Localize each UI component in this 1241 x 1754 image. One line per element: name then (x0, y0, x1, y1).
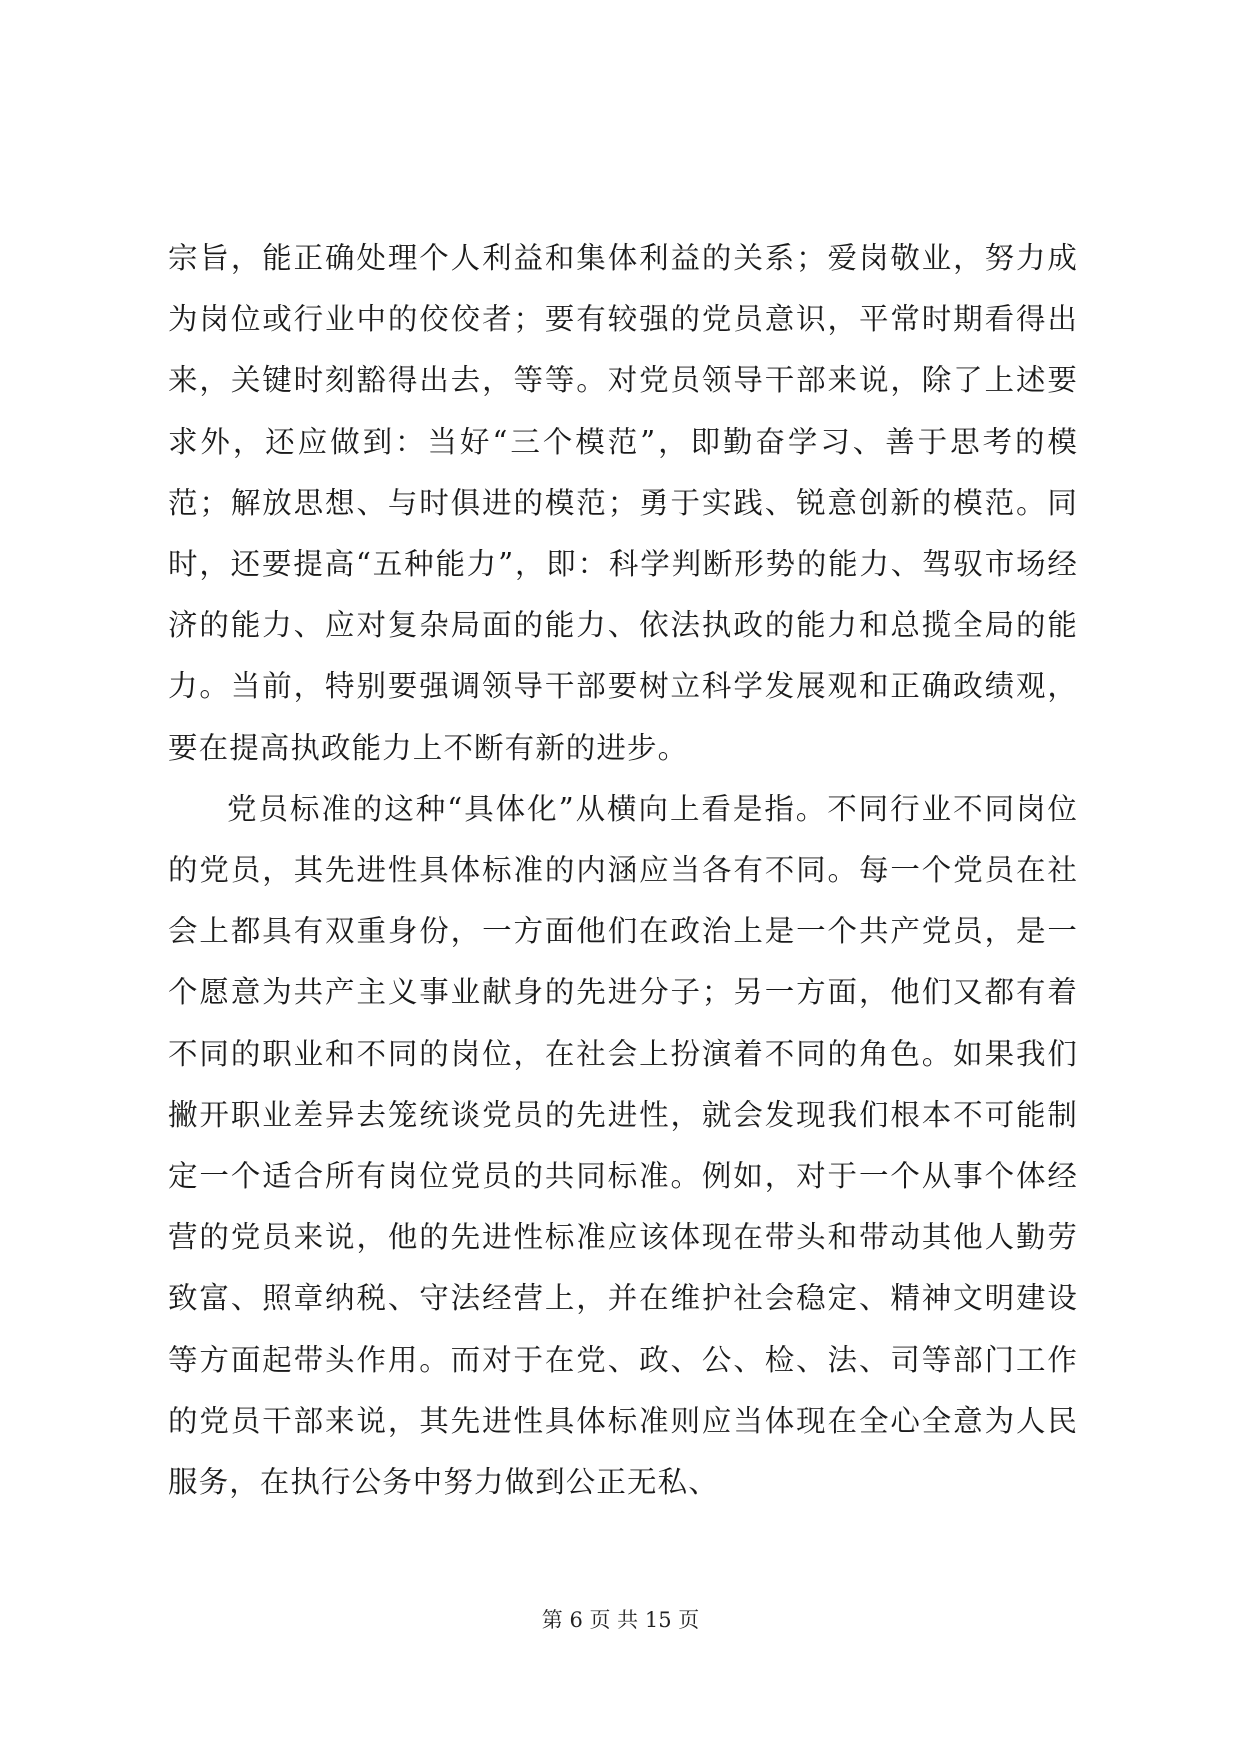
paragraph-1: 宗旨，能正确处理个人利益和集体利益的关系；爱岗敬业，努力成为岗位或行业中的佼佼者；要有较强的党员意识，平常时期看得出来，关键时刻豁得出去，等等。对党员领导干部来说，除了上述要求外，还应做到：当好“三个模范”，即勤奋学习、善于思考的模范；解放思想、与时俱进的模范；勇于实践、锐意创新的模范。同时，还要提高“五种能力”，即：科学判断形势的能力、驾驭市场经济的能力、应对复杂局面的能力、依法执政的能力和总揽全局的能力。当前，特别要强调领导干部要树立科学发展观和正确政绩观，要在提高执政能力上不断有新的进步。 (168, 241, 1078, 765)
page-number-footer: 第 6 页 共 15 页 (541, 1608, 700, 1632)
paragraph-2: 党员标准的这种“具体化”从横向上看是指。不同行业不同岗位的党员，其先进性具体标准的内涵应当各有不同。每一个党员在社会上都具有双重身份，一方面他们在政治上是一个共产党员，是一个愿意为共产主义事业献身的先进分子；另一方面，他们又都有着不同的职业和不同的岗位，在社会上扮演着不同的角色。如果我们撇开职业差异去笼统谈党员的先进性，就会发现我们根本不可能制定一个适合所有岗位党员的共同标准。例如，对于一个从事个体经营的党员来说，他的先进性标准应该体现在带头和带动其他人勤劳致富、照章纳税、守法经营上，并在维护社会稳定、精神文明建设等方面起带头作用。而对于在党、政、公、检、法、司等部门工作的党员干部来说，其先进性具体标准则应当体现在全心全意为人民服务，在执行公务中努力做到公正无私、 (168, 791, 1078, 1500)
document-body (168, 228, 1078, 1513)
